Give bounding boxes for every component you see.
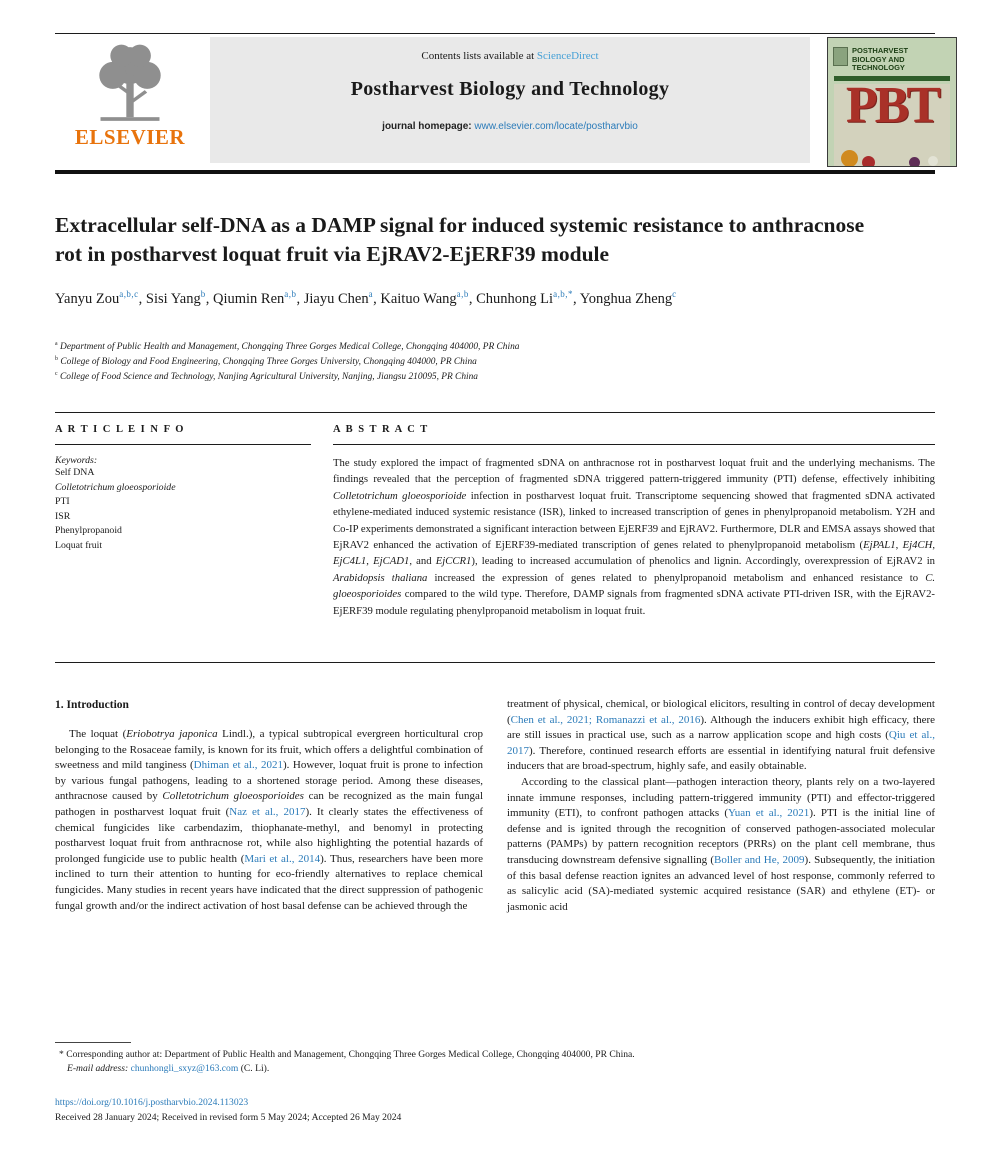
abstract-heading: A B S T R A C T bbox=[333, 424, 429, 435]
article-title: Extracellular self-DNA as a DAMP signal for induced systemic resistance to anthracnose rot in postharvest loquat fruit via EjRAV2-EjERF39 module bbox=[55, 213, 865, 266]
section-rule bbox=[55, 662, 935, 663]
corresponding-author-text: * Corresponding author at: Department of Public Health and Management, Chongqing Three Gorges Medical College, Chongqing 404000, PR China. bbox=[59, 1049, 635, 1060]
intro-paragraph: treatment of physical, chemical, or biological elicitors, resulting in control of decay development (Chen et al., 2021; Romanazzi et al., 2016). Although the inducers exhibit high efficacy, there are still issues in practical use, such as a narrow application scope and high costs (Qiu et al., 2017). Therefore, continued research efforts are essential in identifying natural fruit defensive inducers that are broad-spectrum, highly safe, and easily obtainable. bbox=[507, 698, 935, 773]
citation-link[interactable]: Boller and He, 2009 bbox=[714, 853, 805, 866]
keyword-item: Colletotrichum gloeosporioide bbox=[55, 481, 176, 493]
body-left-column bbox=[55, 697, 483, 915]
link[interactable]: a bbox=[368, 289, 374, 300]
citation-link[interactable]: Qiu et al., 2017 bbox=[507, 729, 935, 757]
citation-link[interactable]: Chen et al., 2021; Romanazzi et al., 2016 bbox=[510, 713, 701, 726]
article-info-heading: A R T I C L E I N F O bbox=[55, 424, 185, 435]
cover-journal-title: POSTHARVEST BIOLOGY AND TECHNOLOGY bbox=[852, 46, 909, 72]
keyword-item: Self DNA bbox=[55, 467, 95, 478]
citation-link[interactable]: Mari et al., 2014 bbox=[244, 852, 321, 865]
corresponding-author-footnote bbox=[55, 1042, 935, 1076]
cover-fruit-icon bbox=[909, 157, 920, 168]
email-line: E-mail address: chunhongli_sxyz@163.com (C. Li). bbox=[67, 1063, 270, 1074]
link[interactable]: a,b bbox=[284, 289, 297, 300]
top-rule bbox=[55, 33, 935, 34]
citation-link[interactable]: Naz et al., 2017 bbox=[229, 805, 306, 818]
abstract-rule bbox=[333, 444, 935, 445]
link[interactable]: a,b,* bbox=[553, 289, 574, 300]
elsevier-tree-icon bbox=[78, 41, 182, 127]
contents-prefix-text: Contents lists available at bbox=[421, 50, 537, 62]
link[interactable]: a,b bbox=[456, 289, 469, 300]
received-dates: Received 28 January 2024; Received in revised form 5 May 2024; Accepted 26 May 2024 bbox=[55, 1112, 402, 1123]
citation-link[interactable]: Yuan et al., 2021 bbox=[727, 807, 810, 820]
keyword-item: ISR bbox=[55, 510, 71, 522]
abstract-text: The study explored the impact of fragmented sDNA on anthracnose rot in postharvest loquat fruit and the underlying mechanisms. The findings revealed that the perception of fragmented sDNA triggered pattern-triggered immunity (PTI) defense, effectively inhibiting Colletotrichum gloeosporioide infection in postharvest loquat fruit. Transcriptome sequencing showed that fragmented sDNA activated ethylene-mediated induced systemic resistance (ISR), linked to increased transcription of genes in phenylpropanoid metabolism. Y2H and Co-IP experiments demonstrated a significant interaction between EjERF39 and EjRAV2. Furthermore, DLR and EMSA assays showed that EjRAV2 enhanced the activation of EjERF39-mediated transcription of genes related to phenylpropanoid metabolism (EjPAL1, Ej4CH, EjC4L1, EjCAD1, and EjCCR1), leading to increased accumulation of phenolics and lignin. Accordingly, overexpression of EjRAV2 in Arabidopsis thaliana increased the expression of genes related to phenylpropanoid metabolism and enhanced resistance to C. gloeosporioides compared to the wild type. Therefore, DAMP signals from fragmented sDNA activate PTI-driven ISR, with the EjRAV2-EjERF39 module regulating phenylpropanoid metabolism in loquat fruit. bbox=[333, 457, 936, 617]
cover-mini-logo-icon bbox=[833, 47, 848, 66]
link[interactable]: c bbox=[672, 289, 677, 300]
doi-link[interactable]: https://doi.org/10.1016/j.postharvbio.2024.113023 bbox=[55, 1097, 249, 1108]
email-link[interactable]: chunhongli_sxyz@163.com bbox=[130, 1063, 239, 1074]
keyword-item: PTI bbox=[55, 496, 70, 507]
journal-cover-thumbnail[interactable] bbox=[827, 37, 957, 167]
journal-header bbox=[55, 37, 958, 168]
citation-link[interactable]: Dhiman et al., 2021 bbox=[193, 759, 283, 772]
journal-banner bbox=[210, 37, 810, 163]
homepage-line bbox=[210, 121, 810, 132]
journal-homepage-link[interactable]: www.elsevier.com/locate/postharvbio bbox=[474, 121, 638, 132]
keywords-label: Keywords: bbox=[55, 455, 98, 466]
affiliation-c: $^c$ College of Food Science and Technology, Nanjing Agricultural University, Nanjing, Jiangsu 210095, PR China bbox=[55, 370, 478, 382]
article-body bbox=[55, 697, 935, 915]
journal-title: Postharvest Biology and Technology bbox=[350, 78, 670, 100]
affiliation-a: $^a$ Department of Public Health and Management, Chongqing Three Gorges Medical College, Chongqing 404000, PR China bbox=[55, 340, 520, 352]
affiliation-b: $^b$ College of Biology and Food Engineering, Chongqing Three Gorges University, Chongqing 404000, PR China bbox=[55, 355, 477, 367]
cover-pbt-letters: PBT bbox=[845, 76, 939, 134]
abstract-column bbox=[333, 424, 935, 619]
intro-paragraph: The loquat (Eriobotrya japonica Lindl.), a typical subtropical evergreen horticultural crop belonging to the Rosaceae family, is known for its fruit, which offers a delightful combination of sweetness and mild tanginess (Dhiman et al., 2021). However, loquat fruit is prone to infection by various fungal pathogens, leading to a shortened storage period. Among these diseases, anthracnose caused by Colletotrichum gloeosporioides can be recognized as the main fungal pathogen in postharvest loquat fruit (Naz et al., 2017). It clearly states the effectiveness of chemical fungicides like carbendazim, thiophanate-methyl, and benomyl in protecting postharvest loquat fruit from anthracnose rot, while also highlighting the potential hazards of prolonged fungicide use to public health (Mari et al., 2014). Thus, researchers have been more inclined to turn their attention to hunting for eco-friendly alternatives to replace chemical fungicides. Many studies in recent years have indicated that the direct suppression of pathogenic fungal growth and/or the indirect activation of host basal defense can be achieved through the bbox=[55, 728, 483, 912]
cover-fruit-icon bbox=[862, 156, 875, 168]
elsevier-wordmark: ELSEVIER bbox=[74, 125, 186, 149]
section-rule bbox=[55, 412, 935, 413]
elsevier-logo[interactable] bbox=[55, 41, 205, 150]
footnote-rule bbox=[55, 1042, 131, 1043]
introduction-heading: 1. Introduction bbox=[55, 699, 129, 711]
cover-art bbox=[834, 76, 950, 168]
homepage-label: journal homepage: bbox=[382, 121, 472, 132]
article-info-rule bbox=[55, 444, 311, 445]
keyword-item: Phenylpropanoid bbox=[55, 525, 122, 536]
cover-header bbox=[828, 38, 956, 74]
link[interactable]: b bbox=[200, 289, 206, 300]
keyword-list bbox=[55, 466, 311, 553]
intro-paragraph: According to the classical plant—pathogen interaction theory, plants rely on a two-layered innate immune responses, including pattern-triggered immunity (PTI) and effector-triggered immunity (ETI), to confront pathogen attacks (Yuan et al., 2021). PTI is the initial line of defense and is ignited through the recognition of conserved pathogen-associated molecular patterns (PAMPs) by pattern recognition receptors (PRRs) on the plant cell membrane, thus transducing downstream defensive signalling (Boller and He, 2009). Subsequently, the initiation of this basal defense reaction ignites an advanced level of host response, commonly referred to as salicylic acid (SA)-mediated systemic acquired resistance (SAR) and ethylene (ET)- or jasmonic acid bbox=[507, 775, 935, 913]
keyword-item: Loquat fruit bbox=[55, 539, 103, 551]
sciencedirect-link[interactable]: ScienceDirect bbox=[536, 50, 599, 62]
header-divider-rule bbox=[55, 170, 935, 174]
info-abstract-section bbox=[55, 424, 935, 619]
affiliations bbox=[55, 340, 935, 385]
link[interactable]: a,b,c bbox=[119, 289, 139, 300]
body-right-column bbox=[507, 697, 935, 915]
author-list: Yanyu Zou$^{a,b,c}$, Sisi Yang$^b$, Qiumin Ren$^{a,b}$, Jiayu Chen$^a$, Kaituo Wang$^{a,b}$, Chunhong $Li^{a,b,*}$, Yonghua Zheng$^c$ bbox=[55, 289, 677, 307]
cover-fruit-icon bbox=[928, 156, 938, 166]
cover-fruit-icon bbox=[841, 150, 858, 167]
contents-line bbox=[210, 50, 810, 62]
article-info-column bbox=[55, 424, 311, 619]
